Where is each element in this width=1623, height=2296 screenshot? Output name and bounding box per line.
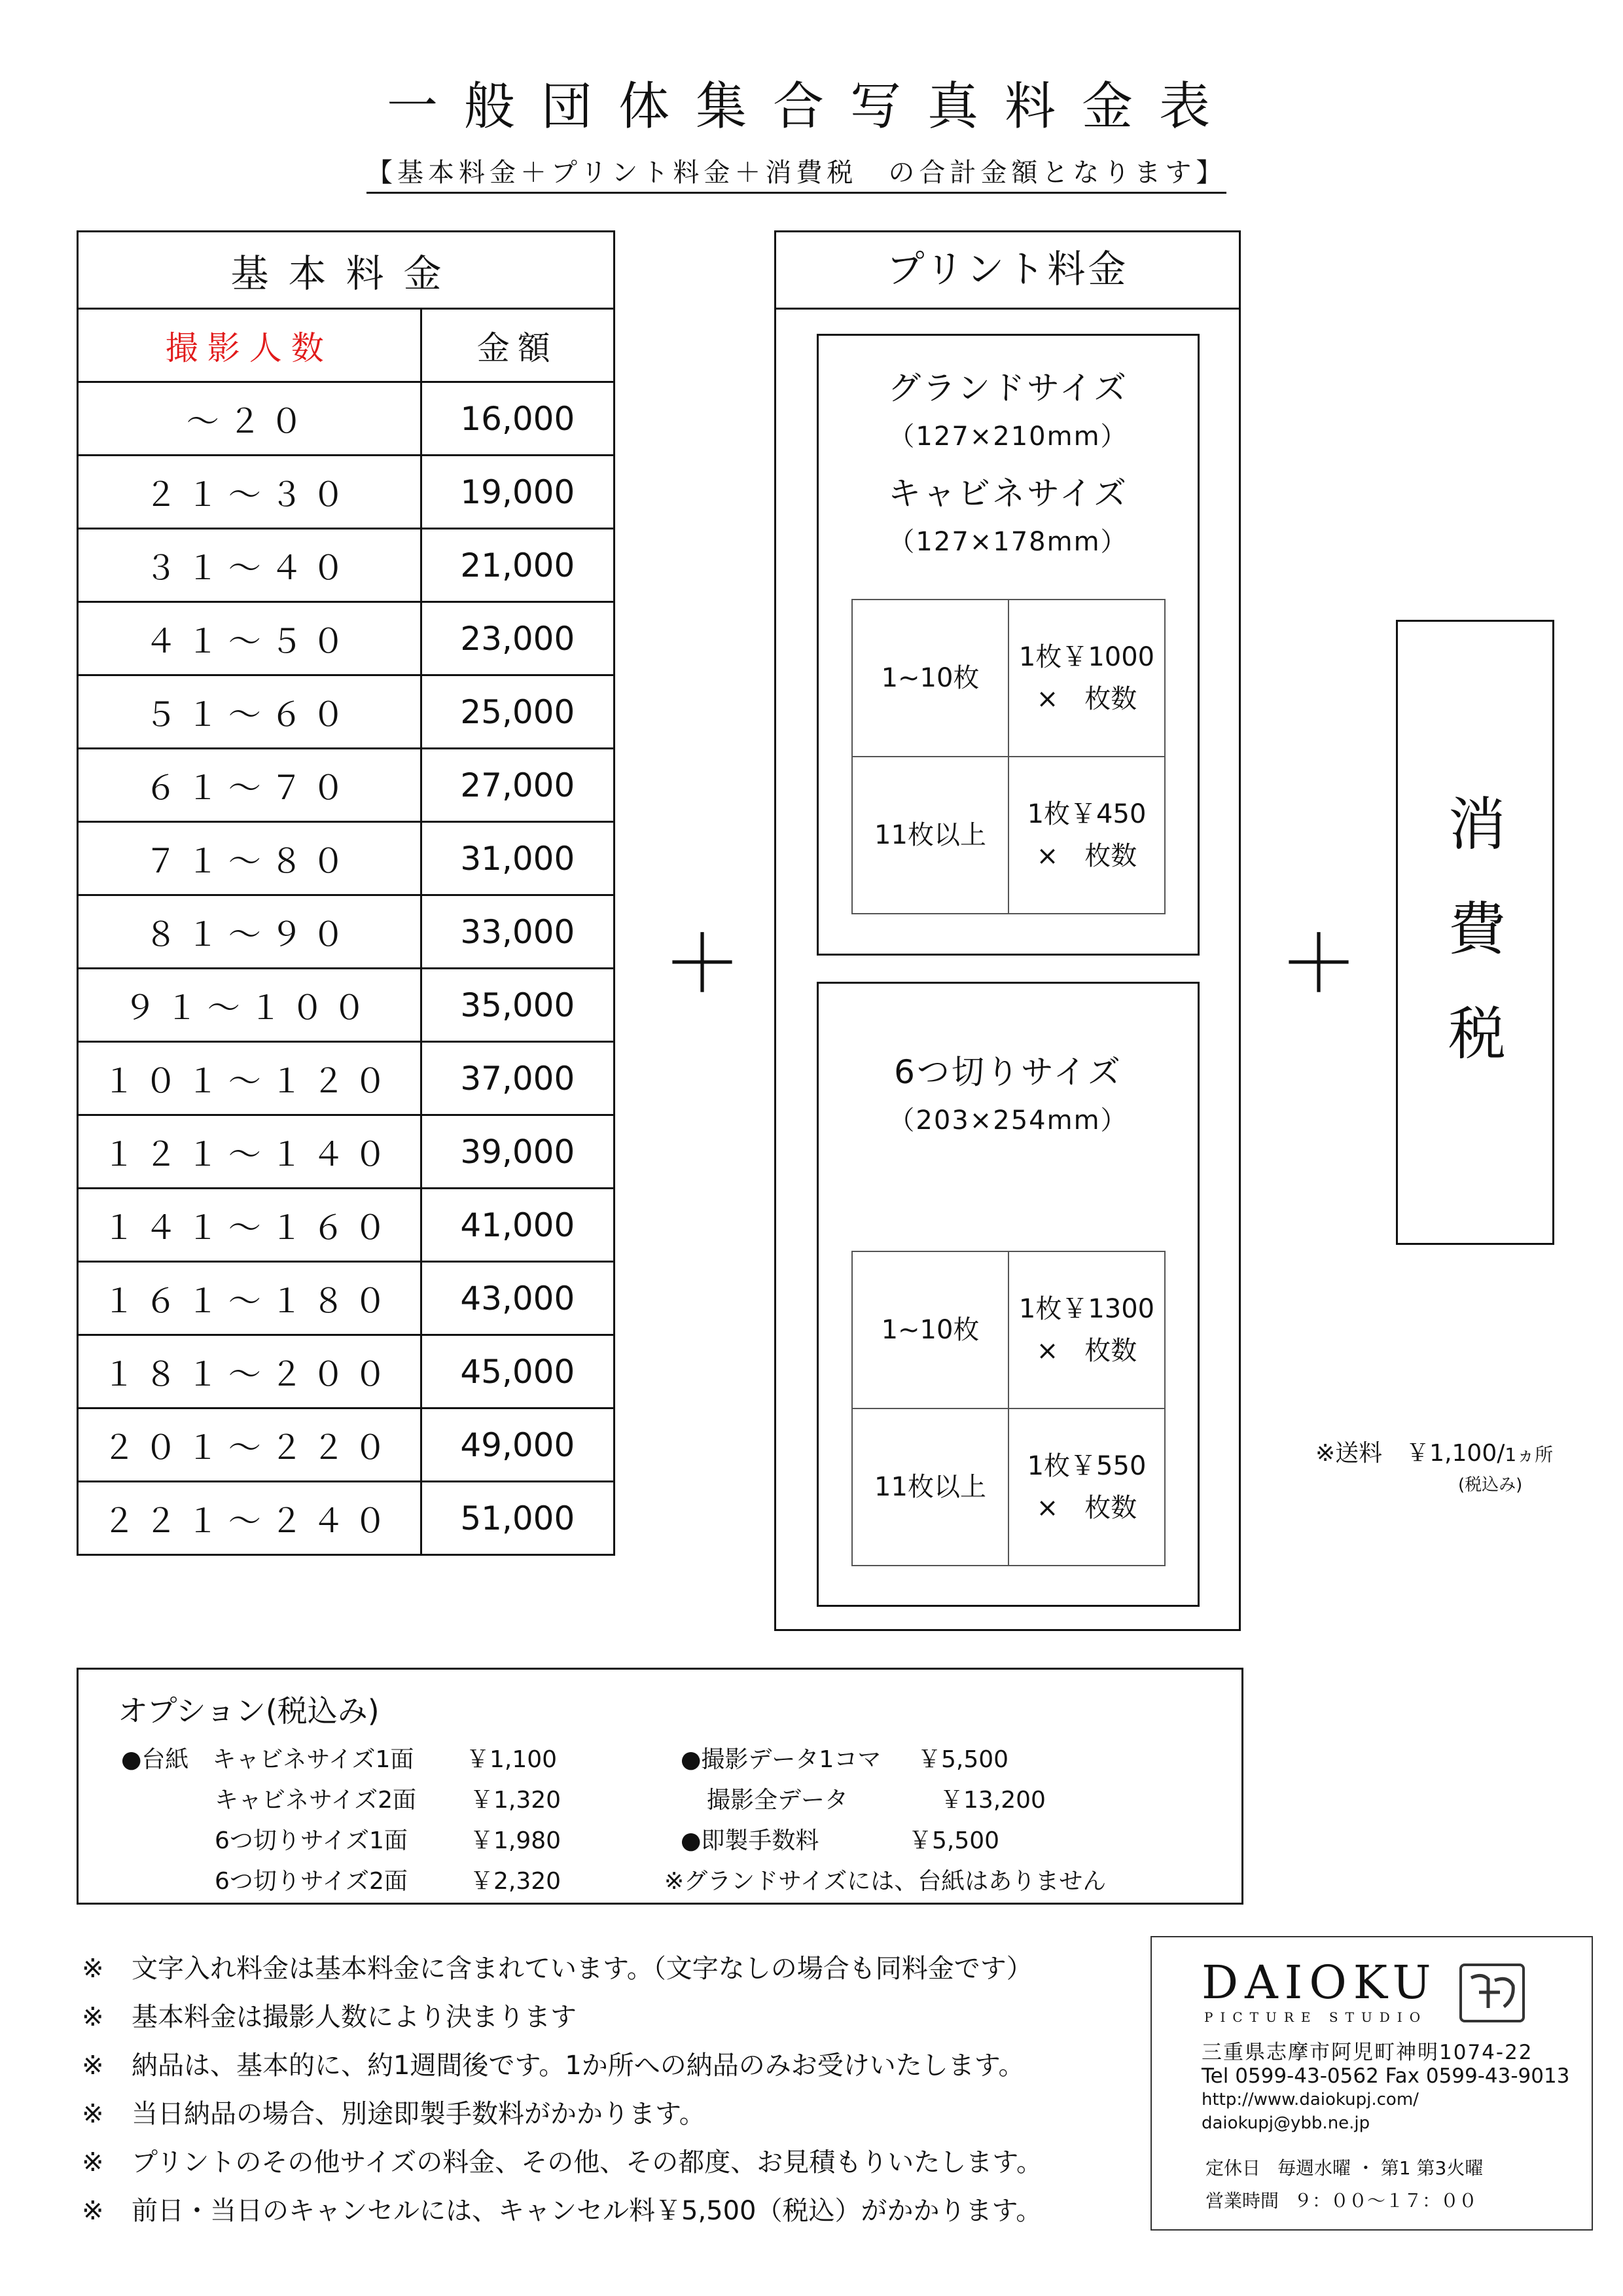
price-cell: 45,000 (421, 1335, 614, 1408)
option-price: ￥13,200 (940, 1787, 1046, 1814)
people-range-cell: ６１～７０ (78, 749, 421, 822)
price-cell: 33,000 (421, 895, 614, 969)
print-price-row (852, 757, 1165, 914)
page-subtitle: 【基本料金＋プリント料金＋消費税 の合計金額となります】 (366, 152, 1226, 194)
shipping-unit: 1ヵ所 (1505, 1444, 1554, 1465)
tax-char: 費 (1448, 895, 1506, 963)
note-mark: ※ (82, 2099, 104, 2129)
price-cell (1008, 1251, 1165, 1408)
option-label: ●台紙 キャビネサイズ1面 (121, 1746, 414, 1773)
price-cell: 16,000 (421, 382, 614, 456)
price-cell: 51,000 (421, 1482, 614, 1555)
price-cell: 41,000 (421, 1189, 614, 1262)
price-cell: 49,000 (421, 1408, 614, 1482)
multiplier: × 枚数 (1036, 1493, 1137, 1523)
studio-logo-subtitle: PICTURE STUDIO (1204, 2009, 1428, 2025)
option-price: ￥1,320 (470, 1787, 562, 1814)
note-item (82, 1948, 1043, 1996)
note-mark: ※ (82, 2147, 104, 2178)
note-text: 納品は、基本的に、約1週間後です。1か所への納品のみお受けいたします。 (132, 2051, 1025, 2081)
size-dimensions: （127×210mm） (888, 422, 1128, 452)
note-item (82, 2093, 1043, 2142)
people-range-cell: ２０１～２２０ (78, 1408, 421, 1482)
notes-list (82, 1948, 1043, 2238)
print-price-table (851, 1251, 1166, 1566)
size-name: キャビネサイズ (888, 475, 1128, 512)
people-range-cell: ２２１～２４０ (78, 1482, 421, 1555)
base-fee-table (77, 230, 615, 1556)
base-fee-row (78, 969, 615, 1042)
studio-email[interactable]: daiokupj@ybb.ne.jp (1202, 2113, 1370, 2133)
people-range-cell: ～２０ (78, 382, 421, 456)
base-fee-row (78, 1262, 615, 1335)
base-fee-row (78, 1335, 615, 1408)
tax-char: 税 (1448, 1000, 1506, 1067)
price-cell: 27,000 (421, 749, 614, 822)
size-name: グランドサイズ (888, 369, 1128, 407)
option-label: キャビネサイズ2面 (215, 1787, 417, 1814)
base-fee-heading-row (78, 232, 615, 309)
people-range-cell: １６１～１８０ (78, 1262, 421, 1335)
studio-tel-fax: Tel 0599-43-0562 Fax 0599-43-9013 (1202, 2064, 1570, 2088)
quantity-cell: 11枚以上 (852, 1408, 1008, 1566)
print-price-table (851, 599, 1166, 914)
hours-label: 営業時間 (1205, 2190, 1279, 2212)
plus-sign: ＋ (663, 919, 741, 1010)
people-range-cell: ８１～９０ (78, 895, 421, 969)
studio-url[interactable]: http://www.daiokupj.com/ (1202, 2090, 1419, 2109)
people-range-cell: ９１～１００ (78, 969, 421, 1042)
unit-price: 1枚￥450 (1027, 799, 1147, 829)
note-text: 基本料金は撮影人数により決まります (132, 2002, 577, 2032)
people-range-cell: ５１～６０ (78, 675, 421, 749)
base-fee-row (78, 749, 615, 822)
unit-price: 1枚￥1000 (1018, 642, 1155, 672)
price-cell: 21,000 (421, 529, 614, 602)
price-cell (1008, 600, 1165, 757)
base-fee-row (78, 382, 615, 456)
note-item (82, 2190, 1043, 2238)
base-fee-row (78, 675, 615, 749)
price-cell: 23,000 (421, 602, 614, 675)
base-fee-row (78, 1189, 615, 1262)
option-label: 6つ切りサイズ2面 (215, 1868, 408, 1895)
base-fee-row (78, 895, 615, 969)
note-text: 当日納品の場合、別途即製手数料がかかります。 (132, 2099, 705, 2129)
base-fee-row (78, 822, 615, 895)
base-fee-row (78, 1042, 615, 1115)
note-item (82, 2142, 1043, 2190)
note-mark: ※ (82, 2002, 104, 2032)
unit-price: 1枚￥1300 (1018, 1294, 1155, 1324)
unit-price: 1枚￥550 (1027, 1451, 1147, 1481)
price-cell: 31,000 (421, 822, 614, 895)
column-header-people: 撮影人数 (78, 309, 421, 382)
print-group-grand-cabinet (817, 334, 1200, 956)
note-text: プリントのその他サイズの料金、その他、その都度、お見積もりいたします。 (132, 2147, 1043, 2178)
people-range-cell: ３１～４０ (78, 529, 421, 602)
price-cell: 43,000 (421, 1262, 614, 1335)
option-price: ￥1,100 (466, 1746, 558, 1773)
quantity-cell: 1~10枚 (852, 1251, 1008, 1408)
plus-sign: ＋ (1279, 919, 1358, 1010)
shipping-tax-included: (税込み) (1458, 1475, 1523, 1495)
studio-contact (1202, 2041, 1569, 2135)
quantity-cell: 1~10枚 (852, 600, 1008, 757)
option-label: ●即製手数料 (681, 1827, 819, 1854)
people-range-cell: ２１～３０ (78, 456, 421, 529)
consumption-tax-box (1396, 620, 1554, 1245)
price-cell: 37,000 (421, 1042, 614, 1115)
base-fee-column-row (78, 309, 615, 382)
print-price-row (852, 600, 1165, 757)
studio-address: 三重県志摩市阿児町神明1074-22 (1202, 2041, 1533, 2064)
base-fee-row (78, 1115, 615, 1189)
option-label: 6つ切りサイズ1面 (215, 1827, 408, 1854)
option-label: ●撮影データ1コマ (681, 1746, 882, 1773)
note-mark: ※ (82, 2051, 104, 2081)
option-label: 撮影全データ (707, 1787, 849, 1814)
column-header-price: 金額 (421, 309, 614, 382)
print-price-row (852, 1408, 1165, 1566)
hours-value: ９：００～１７：００ (1294, 2190, 1478, 2212)
people-range-cell: ４１～５０ (78, 602, 421, 675)
multiplier: × 枚数 (1036, 1336, 1137, 1366)
holiday-label: 定休日 (1205, 2157, 1261, 2179)
note-text: 前日・当日のキャンセルには、キャンセル料￥5,500（税込）がかかります。 (132, 2196, 1043, 2226)
note-mark: ※ (82, 1954, 104, 1984)
price-cell: 35,000 (421, 969, 614, 1042)
people-range-cell: １４１～１６０ (78, 1189, 421, 1262)
base-fee-row (78, 529, 615, 602)
studio-logo-text: DAIOKU (1202, 1956, 1438, 2009)
base-fee-row (78, 1482, 615, 1555)
studio-hours (1205, 2152, 1483, 2217)
people-range-cell: １０１～１２０ (78, 1042, 421, 1115)
print-group-6tsugiri (817, 982, 1200, 1607)
size-dimensions: （127×178mm） (888, 527, 1128, 557)
holiday-row (1205, 2152, 1483, 2185)
quantity-cell: 11枚以上 (852, 757, 1008, 914)
print-fee-heading: プリント料金 (774, 230, 1241, 310)
option-price: ￥2,320 (470, 1868, 562, 1895)
people-range-cell: １８１～２００ (78, 1335, 421, 1408)
multiplier: × 枚数 (1036, 841, 1137, 871)
people-range-cell: ７１～８０ (78, 822, 421, 895)
base-fee-row (78, 602, 615, 675)
size-dimensions: （203×254mm） (888, 1105, 1128, 1136)
price-cell: 25,000 (421, 675, 614, 749)
tax-char: 消 (1448, 791, 1506, 858)
size-name: 6つ切りサイズ (894, 1053, 1122, 1091)
hours-row (1205, 2185, 1483, 2217)
shipping-note (1315, 1435, 1553, 1468)
price-cell: 19,000 (421, 456, 614, 529)
note-mark: ※ (82, 2196, 104, 2226)
people-range-cell: １２１～１４０ (78, 1115, 421, 1189)
holiday-value: 毎週水曜 ・ 第1 第3火曜 (1277, 2157, 1484, 2179)
price-cell (1008, 1408, 1165, 1566)
studio-logo-icon (1459, 1964, 1525, 2022)
base-fee-row (78, 1408, 615, 1482)
note-text: 文字入れ料金は基本料金に含まれています。（文字なしの場合も同料金です） (132, 1954, 1033, 1984)
print-price-row (852, 1251, 1165, 1408)
shipping-text: ※送料 ￥1,100/ (1315, 1440, 1505, 1467)
price-cell (1008, 757, 1165, 914)
price-cell: 39,000 (421, 1115, 614, 1189)
option-price: ￥5,500 (908, 1827, 1000, 1854)
option-price: ￥5,500 (918, 1746, 1009, 1773)
options-title: オプション(税込み) (118, 1693, 380, 1729)
page-title: 一般団体集合写真料金表 (386, 77, 1236, 136)
note-item (82, 1996, 1043, 2045)
option-note: ※グランドサイズには、台紙はありません (664, 1868, 1107, 1895)
option-price: ￥1,980 (470, 1827, 562, 1854)
note-item (82, 2045, 1043, 2093)
base-fee-row (78, 456, 615, 529)
base-fee-heading: 基本料金 (78, 232, 615, 309)
multiplier: × 枚数 (1036, 684, 1137, 714)
